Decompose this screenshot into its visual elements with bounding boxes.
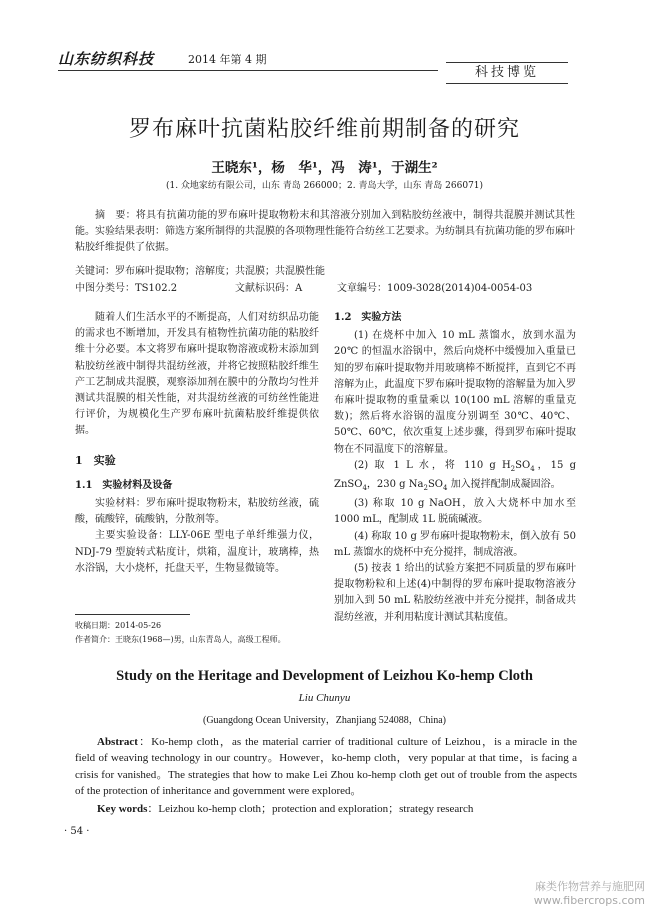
abstract-label: Abstract bbox=[97, 736, 138, 748]
journal-issue: 2014 年第 4 期 bbox=[188, 53, 267, 66]
author-bio: 作者简介：王晓东(1968—)男，山东青岛人，高级工程师。 bbox=[75, 635, 286, 644]
equipment-paragraph: 主要实验设备：LLY-06E 型电子单纤维强力仪，NDJ-79 型旋转式粘度计，烘箱，温度计，玻璃棒，热水浴锅，大小烧杯，托盘天平，生物显微镜等。 bbox=[75, 530, 319, 574]
section-heading-1-1: 1.1 实验材料及设备 bbox=[75, 479, 173, 491]
left-column bbox=[75, 310, 319, 577]
received-date: 收稿日期：2014-05-26 bbox=[75, 621, 162, 630]
abstract-cn: 摘 要：将具有抗菌功能的罗布麻叶提取物粉末和其溶液分别加入到粘胶纺丝液中，制得共混膜并测试其性能。实验结果表明：筛选方案所制得的共混膜的各项物理性能符合纺丝工艺要求。为纺制具有抗菌功能的罗布麻叶粘胶纤维提供了依据。 bbox=[75, 210, 575, 253]
keywords-text: ：Leizhou ko-hemp cloth；protection and exploration；strategy research bbox=[147, 803, 474, 815]
abstract-text: ：Ko-hemp cloth，as the material carrier of traditional culture of Leizhou，is a miracle in the field of weaving technology in our country。However，ko-hemp cloth，very popular at that time，is facing a crisis for vanished。The strategies that how to make Lei Zhou ko-hemp cloth get out of trouble from the aspects of the protection of inheritance and government were explored。 bbox=[75, 736, 577, 797]
affiliations: (1. 众地家纺有限公司，山东 青岛 266000；2. 青岛大学，山东 青岛 266071) bbox=[165, 181, 484, 191]
method-step-1: (1) 在烧杯中加入 10 mL 蒸馏水，放到水温为 20℃ 的恒温水浴锅中，然后向烧杯中缓慢加入重量已知的罗布麻叶提取物并用玻璃棒不断搅拌，直到它不再溶解为止，此温度下罗布麻叶提取物的溶解量为加入罗布麻叶提取物的重量乘以 10(100 mL 溶解的重量克数)；然后将水浴锅的温度分别调至 30℃、40℃、50℃、60℃，依次重复上述步骤，得到罗布麻叶提取物在不同温度下的溶解量。 bbox=[334, 330, 576, 455]
english-abstract bbox=[75, 734, 577, 799]
section-heading-1: 1 实验 bbox=[75, 453, 116, 467]
right-column bbox=[334, 310, 576, 626]
intro-paragraph: 随着人们生活水平的不断提高，人们对纺织品功能的需求也不断增加，开发具有植物性抗菌功能的粘胶纤维十分必要。本文将罗布麻叶提取物溶液或粉末添加到粘胶纺丝液中制得共混纺丝液，并将它按照粘胶纤维生产工艺制成共混膜，观察添加剂在膜中的分散均匀性并测试共混膜的相关性能，对共混纺丝液的可纺丝性能进行评价，为规模化生产罗布麻叶抗菌粘胶纤维提供依据。 bbox=[75, 312, 319, 437]
watermark-site-name: 麻类作物营养与施肥网 bbox=[535, 880, 645, 893]
keywords-cn: 关键词：罗布麻叶提取物；溶解度；共混膜；共混膜性能 bbox=[75, 266, 325, 277]
method-step-5: (5) 按表 1 给出的试验方案把不同质量的罗布麻叶提取物粉粒和上述(4)中制得的罗布麻叶提取物溶液分别加入到 50 mL 粘胶纺丝液中并充分搅拌，制备成共混纺丝液，并利用粘度计测试其粘度值。 bbox=[334, 563, 576, 623]
materials-paragraph: 实验材料：罗布麻叶提取物粉末，粘胶纺丝液，硫酸，硫酸锌，硫酸钠，分散剂等。 bbox=[75, 498, 319, 526]
section-heading-1-2: 1.2 实验方法 bbox=[334, 312, 402, 323]
article-number: 文章编号：1009-3028(2014)04-0054-03 bbox=[337, 283, 533, 294]
journal-name: 山东纺织科技 bbox=[58, 50, 155, 68]
method-step-4: (4) 称取 10 g 罗布麻叶提取物粉末，倒入放有 50 mL 蒸馏水的烧杯中充分搅拌，制成溶液。 bbox=[334, 530, 576, 558]
watermark-url: www.fibercrops.com bbox=[533, 894, 645, 907]
paper-title: 罗布麻叶抗菌粘胶纤维前期制备的研究 bbox=[128, 117, 520, 142]
footnote-rule bbox=[75, 614, 190, 615]
authors: 王晓东¹，杨 华¹，冯 涛¹，于湖生² bbox=[211, 160, 438, 176]
section-label: 科技博览 bbox=[446, 62, 568, 84]
english-title: Study on the Heritage and Development of Leizhou Ko-hemp Cloth bbox=[116, 668, 533, 684]
header-rule bbox=[58, 70, 438, 71]
watermark bbox=[455, 880, 645, 908]
page-number: · 54 · bbox=[64, 826, 90, 837]
document-code: 文献标识码：A bbox=[235, 283, 303, 294]
keywords-label: Key words bbox=[97, 803, 148, 815]
english-author: Liu Chunyu bbox=[298, 692, 351, 704]
english-keywords bbox=[75, 800, 577, 816]
clc-number: 中图分类号：TS102.2 bbox=[75, 283, 178, 294]
method-step-3: (3) 称取 10 g NaOH，放入大烧杯中加水至 1000 mL，配制成 1L 脱硫碱液。 bbox=[334, 498, 576, 526]
english-affiliation: (Guangdong Ocean University，Zhanjiang 524088，China) bbox=[202, 715, 446, 726]
method-step-2: (2) 取 1 L 水，将 110 g $H_2SO_4$，15 g ZnSO$_4$，230 g $Na_2SO_4$ 加入搅拌配制成凝固浴。 bbox=[334, 459, 576, 493]
